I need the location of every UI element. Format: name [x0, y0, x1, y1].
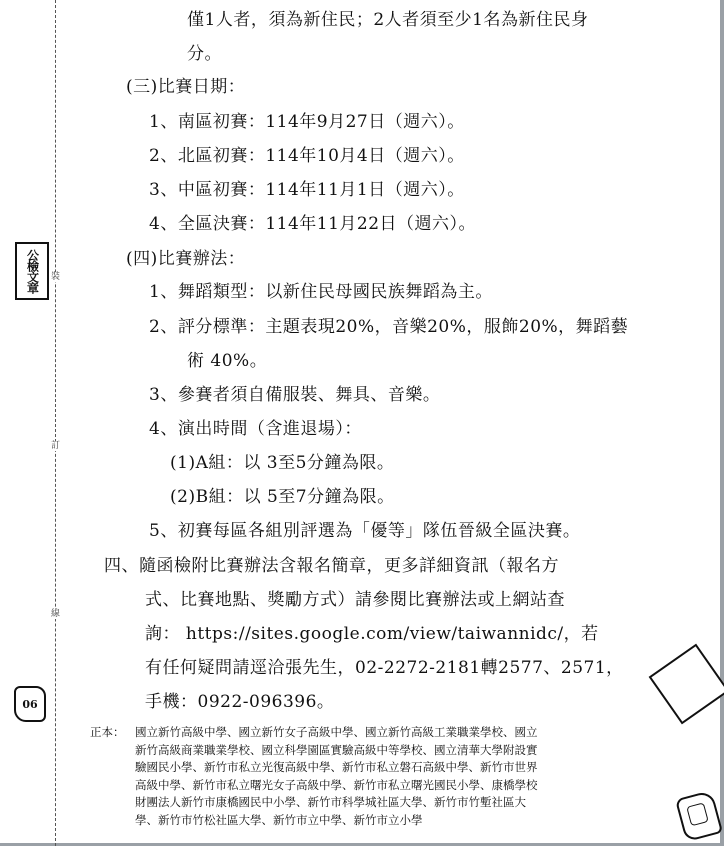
list-item: 1、舞蹈類型：以新住民母國民族舞蹈為主。 — [149, 282, 493, 302]
copy-to-row: 驗國民小學、新竹市私立光復高級中學、新竹市私立磐石高級中學、新竹市世界 — [135, 760, 538, 774]
list-item: 2、北區初賽：114年10月4日（週六）。 — [149, 146, 465, 166]
binding-char-xian: 線 — [51, 609, 61, 619]
copy-to-row: 學、新竹市竹松社區大學、新竹市立中學、新竹市立小學 — [135, 812, 423, 827]
copy-to-row: 國立新竹高級中學、國立新竹女子高級中學、國立新竹高級工業職業學校、國立 — [135, 725, 538, 739]
section-heading: (四)比賽辦法： — [126, 249, 246, 269]
binding-char-zhuang: 裝 — [51, 272, 61, 282]
copy-to-recipients — [135, 724, 642, 829]
page-number: 06 — [14, 686, 46, 722]
seal-stamp-bottom — [675, 790, 723, 842]
binding-char-ding: 訂 — [51, 441, 61, 451]
seal-stamp-right — [649, 644, 724, 725]
text-line: 有任何疑問請逕洽張先生，02-2272-2181轉2577、2571， — [145, 658, 624, 678]
text-line: 術 40%。 — [187, 351, 268, 371]
list-item: 3、參賽者須自備服裝、舞具、音樂。 — [149, 385, 441, 405]
binding-line — [55, 0, 56, 846]
list-item: 4、演出時間（含進退場）： — [149, 419, 362, 439]
copy-to-row: 財團法人新竹市康橋國民中小學、新竹市科學城社區大學、新竹市竹塹社區大 — [135, 795, 526, 809]
seal-stamp: 公檢文章 — [15, 242, 49, 300]
copy-to-row: 高級中學、新竹市私立曙光女子高級中學、新竹市私立曙光國民小學、康橋學校 — [135, 777, 538, 792]
text-line: 手機：0922-096396。 — [145, 692, 335, 712]
window-frame-right — [720, 0, 724, 846]
copy-to-label: 正本： — [90, 725, 125, 739]
text-line: 僅1人者，須為新住民；2人者須至少1名為新住民身 — [187, 10, 589, 30]
copy-to-row: 新竹高級商業職業學校、國立科學園區實驗高級中等學校、國立清華大學附設實 — [135, 742, 538, 757]
section-heading: (三)比賽日期： — [126, 77, 246, 97]
text-line: 分。 — [187, 44, 222, 64]
text-line: 詢： https://sites.google.com/view/taiwannidc/，若 — [145, 624, 599, 644]
copy-to-section — [90, 724, 642, 829]
list-item: 3、中區初賽：114年11月1日（週六）。 — [149, 180, 465, 200]
list-item: 4、全區決賽：114年11月22日（週六）。 — [149, 214, 477, 234]
sub-list-item: (2)B組：以 5至7分鐘為限。 — [170, 487, 395, 507]
section-heading: 四、隨函檢附比賽辦法含報名簡章，更多詳細資訊（報名方 — [104, 556, 559, 576]
sub-list-item: (1)A組：以 3至5分鐘為限。 — [170, 453, 395, 473]
list-item: 2、評分標準：主題表現20%，音樂20%，服飾20%，舞蹈藝 — [149, 317, 629, 337]
list-item: 1、南區初賽：114年9月27日（週六）。 — [149, 112, 465, 132]
text-line: 式、比賽地點、獎勵方式）請參閱比賽辦法或上網站查 — [145, 590, 565, 610]
list-item: 5、初賽每區各組別評選為「優等」隊伍晉級全區決賽。 — [149, 521, 581, 541]
